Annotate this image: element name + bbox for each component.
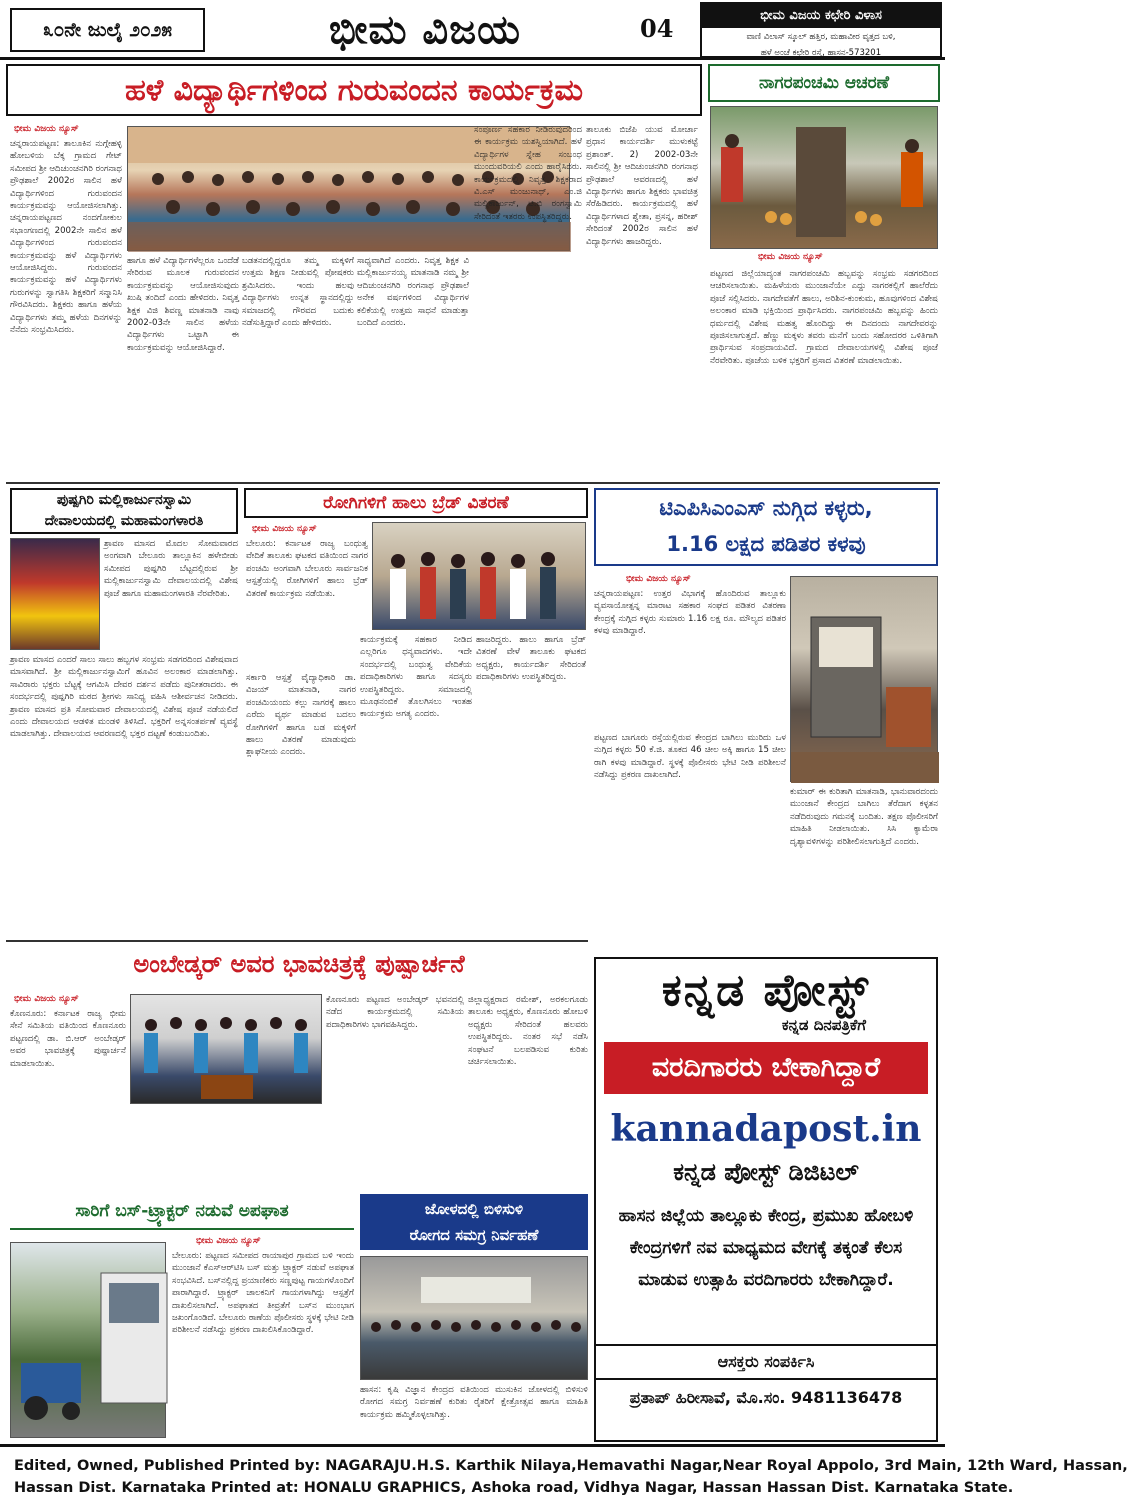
article5-byline: ಭೀಮ ವಿಜಯ ನ್ಯೂಸ್: [626, 574, 691, 584]
article1-headline: ಹಳೆ ವಿದ್ಯಾರ್ಥಿಗಳಿಂದ ಗುರುವಂದನ ಕಾರ್ಯಕ್ರಮ: [6, 64, 702, 116]
article3-text-top: ಶ್ರಾವಣ ಮಾಸದ ಮೊದಲ ಸೋಮವಾರದ ಅಂಗವಾಗಿ ಬೇಲೂರು ತಾಲ್ಲೂಕಿನ ಹಳೇಬೀಡು ಸಮೀಪದ ಪುಷ್ಪಗಿರಿ ಬೆಟ್ಟದಲ್ಲಿರುವ ಶ್ರೀ ಮಲ್ಲಿಕಾರ್ಜುನಸ್ವಾಮಿ ದೇವಾಲಯದಲ್ಲಿ ವಿಶೇಷ ಪೂಜೆ ಹಾಗೂ ಮಹಾಮಂಗಳಾರತಿ ನೆರವೇರಿತು.: [104, 539, 238, 599]
article1-col1: ಚನ್ನರಾಯಪಟ್ಟಣ: ತಾಲೂಕಿನ ನುಗ್ಗೇಹಳ್ಳಿ ಹೋಬಳಿಯ ಬೆಕ್ಕ ಗ್ರಾಮದ ಗೇಟ್ ಸಮೀಪದ ಶ್ರೀ ಆದಿಚುಂಚನಗಿರಿ ರಂಗನಾಥ ಪ್ರೌಢಶಾಲೆ 2002ರ ಸಾಲಿನ ಹಳೆ ವಿದ್ಯಾರ್ಥಿಗಳಿಂದ ಗುರುವಂದನ ಕಾರ್ಯಕ್ರಮವನ್ನು ಆಯೋಜಿಸಲಾಗಿತ್ತು. ಚನ್ನರಾಯಪಟ್ಟಣದ ನಂದಗೋಕುಲ ಸಭಾಂಗಣದಲ್ಲಿ 2002ನೇ ಸಾಲಿನ ಹಳೆ ವಿದ್ಯಾರ್ಥಿಗಳಿಂದ ಗುರುವಂದನ ಕಾರ್ಯಕ್ರಮವನ್ನು ಹಳೆ ವಿದ್ಯಾರ್ಥಿಗಳು ಆಯೋಜಿಸಿದ್ದರು. ಗುರುವಂದನ ಕಾರ್ಯಕ್ರಮವನ್ನು ಹಳೆ ವಿದ್ಯಾರ್ಥಿಗಳು ಗುರುಗಳನ್ನು ಸ್ವಾಗತಿಸಿ ಶಿಕ್ಷಕರಿಗೆ ಸನ್ಮಾನಿಸಿ ಗೌರವಿಸಿದರು. ಶಿಕ್ಷಕರು ಹಾಗೂ ಹಳೆಯ ವಿದ್ಯಾರ್ಥಿಗಳು ತಮ್ಮ ಹಳೆಯ ದಿನಗಳನ್ನು ನೆನೆದು ಸಂಭ್ರಮಿಸಿದರು.: [10, 139, 122, 336]
article5-text-bottom: ಪಟ್ಟಣದ ಬಾಗೂರು ರಸ್ತೆಯಲ್ಲಿರುವ ಕೇಂದ್ರದ ಬಾಗಿಲು ಮುರಿದು ಒಳ ನುಗ್ಗಿದ ಕಳ್ಳರು 50 ಕೆ.ಜಿ. ತೂಕದ 46 ಚೀಲ ಅಕ್ಕಿ ಹಾಗೂ 15 ಚೀಲ ರಾಗಿ ಕಳವು ಮಾಡಿದ್ದಾರೆ. ಸ್ಥಳಕ್ಕೆ ಪೊಲೀಸರು ಭೇಟಿ ನೀಡಿ ಪರಿಶೀಲನೆ ನಡೆಸಿದ್ದು ಪ್ರಕರಣ ದಾಖಲಾಗಿದೆ.: [594, 733, 786, 781]
section-divider-2: [6, 940, 588, 942]
article5-headline-line2: 1.16 ಲಕ್ಷದ ಪಡಿತರ ಕಳವು: [666, 532, 866, 556]
section-divider: [6, 482, 940, 484]
imprint-footer: [0, 1444, 1128, 1506]
article5-headline-line1: ಟಿಎಪಿಸಿಎಂಎಸ್ ನುಗ್ಗಿದ ಕಳ್ಳರು,: [659, 496, 873, 520]
ad-contact-label: ಆಸಕ್ತರು ಸಂಪರ್ಕಿಸಿ: [596, 1344, 936, 1372]
office-address-line-1: ವಾಣಿ ವಿಲಾಸ್ ಸ್ಕೂಲ್ ಹತ್ತಿರ, ಮಹಾವೀರ ವೃತ್ತದ ಬಳಿ,: [746, 32, 896, 42]
farmers-group-scene: [361, 1257, 589, 1381]
ad-body: ಹಾಸನ ಜಿಲ್ಲೆಯ ತಾಲ್ಲೂಕು ಕೇಂದ್ರ, ಪ್ರಮುಖ ಹೋಬಳಿ ಕೇಂದ್ರಗಳಿಗೆ ನವ ಮಾಧ್ಯಮದ ವೇಗಕ್ಕೆ ತಕ್ಕಂತೆ ಕೆಲಸ ಮಾಡುವ ಉತ್ಸಾಹಿ ವರದಿಗಾರರು ಬೇಕಾಗಿದ್ದಾರೆ.: [618, 1206, 914, 1290]
ad-banner: ವರದಿಗಾರರು ಬೇಕಾಗಿದ್ದಾರೆ: [604, 1042, 928, 1094]
office-title: ಭೀಮ ವಿಜಯ ಕಛೇರಿ ವಿಳಾಸ: [702, 4, 940, 28]
article6-text-mid: ಕೊಣನೂರು ಪಟ್ಟಣದ ಅಂಬೇಡ್ಕರ್ ಭವನದಲ್ಲಿ ನಡೆದ ಕಾರ್ಯಕ್ರಮದಲ್ಲಿ ಸಮಿತಿಯ ಪದಾಧಿಕಾರಿಗಳು ಭಾಗವಹಿಸಿದ್ದರು.: [326, 995, 464, 1030]
article6-photo: [130, 994, 322, 1104]
article6-byline: ಭೀಮ ವಿಜಯ ನ್ಯೂಸ್: [14, 994, 79, 1004]
article7-headline: ಸಾರಿಗೆ ಬಸ್-ಟ್ರ್ಯಾಕ್ಟರ್ ನಡುವೆ ಅಪಘಾತ: [10, 1194, 354, 1230]
ad-contact: ಪ್ರತಾಪ್ ಹಿರೀಸಾವೆ, ಮೊ.ಸಂ. 9481136478: [596, 1378, 936, 1408]
article8-headline: [360, 1194, 588, 1250]
article4-photo: [372, 522, 586, 630]
issue-date: ೩೦ನೇ ಜುಲೈ ೨೦೨೫: [10, 8, 205, 52]
article7-text: ಬೇಲೂರು: ಪಟ್ಟಣದ ಸಮೀಪದ ರಾಯಾಪುರ ಗ್ರಾಮದ ಬಳಿ ಇಂದು ಮುಂಜಾನೆ ಕೆಎಸ್ಆರ್‌ಟಿಸಿ ಬಸ್ ಮತ್ತು ಟ್ರ್ಯಾಕ್ಟರ್ ನಡುವೆ ಅಪಘಾತ ಸಂಭವಿಸಿದೆ. ಬಸ್‌ನಲ್ಲಿದ್ದ ಪ್ರಯಾಣಿಕರು ಸಣ್ಣಪುಟ್ಟ ಗಾಯಗಳೊಂದಿಗೆ ಪಾರಾಗಿದ್ದಾರೆ. ಟ್ರ್ಯಾಕ್ಟರ್ ಚಾಲಕನಿಗೆ ಗಾಯಗಳಾಗಿದ್ದು ಆಸ್ಪತ್ರೆಗೆ ದಾಖಲಿಸಲಾಗಿದೆ. ಅಪಘಾತದ ತೀವ್ರತೆಗೆ ಬಸ್‌ನ ಮುಂಭಾಗ ಜಖಂಗೊಂಡಿದೆ. ಬೇಲೂರು ಠಾಣೆಯ ಪೊಲೀಸರು ಸ್ಥಳಕ್ಕೆ ಭೇಟಿ ನೀಡಿ ಪರಿಶೀಲನೆ ನಡೆಸಿದ್ದು ಪ್ರಕರಣ ದಾಖಲಿಸಿಕೊಂಡಿದ್ದಾರೆ.: [172, 1251, 354, 1336]
article4-text-col1: ಸರ್ಕಾರಿ ಆಸ್ಪತ್ರೆ ವೈದ್ಯಾಧಿಕಾರಿ ಡಾ. ವಿಜಯ್ ಮಾತನಾಡಿ, ನಾಗರ ಪಂಚಮಿಯಂದು ಕಲ್ಲು ನಾಗರಕ್ಕೆ ಹಾಲು ಎರೆದು ವ್ಯರ್ಥ ಮಾಡುವ ಬದಲು ರೋಗಿಗಳಿಗೆ ಹಾಗೂ ಬಡ ಮಕ್ಕಳಿಗೆ ಹಾಲು ವಿತರಣೆ ಮಾಡುವುದು ಶ್ಲಾಘನೀಯ ಎಂದರು.: [246, 673, 356, 758]
article3-headline-line1: ಪುಷ್ಪಗಿರಿ ಮಲ್ಲಿಕಾರ್ಜುನಸ್ವಾಮಿ: [56, 492, 192, 508]
article2-photo: [710, 106, 938, 249]
article4-text-top: ಬೇಲೂರು: ಕರ್ನಾಟಕ ರಾಜ್ಯ ಬಂಧುತ್ವ ವೇದಿಕೆ ತಾಲೂಕು ಘಟಕದ ವತಿಯಿಂದ ನಾಗರ ಪಂಚಮಿ ಅಂಗವಾಗಿ ಬೇಲೂರು ಸಾರ್ವಜನಿಕ ಆಸ್ಪತ್ರೆಯಲ್ಲಿ ರೋಗಿಗಳಿಗೆ ಹಾಲು ಬ್ರೆಡ್ ವಿತರಣೆ ಕಾರ್ಯಕ್ರಮ ನಡೆಯಿತು.: [246, 539, 368, 599]
article3-temple-photo: [10, 538, 100, 650]
article1-col4: ಸಾಧ್ಯವಾಗಿದೆ ಎಂದರು. ನಿವೃತ್ತ ಶಿಕ್ಷಕ ವಿ ಮಲ್ಲಿಕಾರ್ಜುನಯ್ಯ ಮಾತನಾಡಿ ನಮ್ಮ ಶ್ರೀ ಆದಿಚುಂಚನಗಿರಿ ರಂಗನಾಥ ಪ್ರೌಢಶಾಲೆ ಅನೇಕ ವರ್ಷಗಳಿಂದ ವಿದ್ಯಾರ್ಥಿಗಳ ಕಲಿಕೆಯಲ್ಲಿ ಉತ್ತಮ ಸಾಧನೆ ಮಾಡುತ್ತಾ ಬಂದಿದೆ ಎಂದರು.: [357, 256, 469, 329]
article4-headline: ರೋಗಿಗಳಿಗೆ ಹಾಲು ಬ್ರೆಡ್ ವಿತರಣೆ: [244, 488, 588, 518]
article5-text-top: ಚನ್ನರಾಯಪಟ್ಟಣ: ಉತ್ತರ ವಿಭಾಗಕ್ಕೆ ಹೊಂದಿರುವ ತಾಲ್ಲೂಕು ವ್ಯವಸಾಯೋತ್ಪನ್ನ ಮಾರಾಟ ಸಹಕಾರ ಸಂಘದ ಪಡಿತರ ವಿತರಣಾ ಕೇಂದ್ರಕ್ಕೆ ನುಗ್ಗಿದ ಕಳ್ಳರು ಸುಮಾರು 1.16 ಲಕ್ಷ ರೂ. ಮೌಲ್ಯದ ಪಡಿತರ ಕಳವು ಮಾಡಿದ್ದಾರೆ.: [594, 589, 786, 637]
article8-headline-line1: ಜೋಳದಲ್ಲಿ ಬಿಳಿಸುಳಿ: [424, 1200, 524, 1218]
article1-byline: ಭೀಮ ವಿಜಯ ನ್ಯೂಸ್: [14, 124, 79, 134]
ad-title: ಕನ್ನಡ ಪೋಸ್ಟ್: [661, 965, 871, 1016]
ad-website: kannadapost.in: [610, 1108, 922, 1150]
article5-text-right: ಕುಮಾರ್ ಈ ಕುರಿತಾಗಿ ಮಾತನಾಡಿ, ಭಾನುವಾರದಂದು ಮುಂಜಾನೆ ಕೇಂದ್ರದ ಬಾಗಿಲು ತೆರೆದಾಗ ಕಳ್ಳತನ ನಡೆದಿರುವುದು ಗಮನಕ್ಕೆ ಬಂದಿತು. ತಕ್ಷಣ ಪೊಲೀಸರಿಗೆ ಮಾಹಿತಿ ನೀಡಲಾಯಿತು. ಸಿಸಿ ಕ್ಯಾಮೆರಾ ದೃಶ್ಯಾವಳಿಗಳನ್ನು ಪರಿಶೀಲಿಸಲಾಗುತ್ತಿದೆ ಎಂದರು.: [790, 787, 938, 847]
kannada-post-advertisement: [594, 957, 938, 1442]
article4-text-col2: ಕಾರ್ಯಕ್ರಮಕ್ಕೆ ಸಹಕಾರ ನೀಡಿದ ಎಲ್ಲರಿಗೂ ಧನ್ಯವಾದಗಳು. ಇದೇ ಸಂದರ್ಭದಲ್ಲಿ ಬಂಧುತ್ವ ವೇದಿಕೆಯ ಪದಾಧಿಕಾರಿಗಳು ಹಾಗೂ ಸದಸ್ಯರು ಉಪಸ್ಥಿತರಿದ್ದರು. ಸಮಾಜದಲ್ಲಿ ಮೂಢನಂಬಿಕೆ ತೊಲಗಿಸಲು ಇಂತಹ ಕಾರ್ಯಕ್ರಮ ಅಗತ್ಯ ಎಂದರು.: [360, 635, 472, 720]
article2-headline: ನಾಗರಪಂಚಮಿ ಆಚರಣೆ: [708, 64, 940, 102]
office-address-box: [700, 2, 942, 58]
ad-subtitle: ಕನ್ನಡ ದಿನಪತ್ರಿಕೆಗೆ: [781, 1016, 866, 1034]
article3-headline: [10, 488, 238, 534]
ambedkar-event-scene: [131, 995, 323, 1105]
newspaper-title: ಭೀಮ ವಿಜಯ: [329, 6, 521, 53]
article1-col2: ಹಾಗೂ ಹಳೆ ವಿದ್ಯಾರ್ಥಿಗಳೆಲ್ಲರೂ ಒಂದೆಡೆ ಸೇರಿರುವ ಮೂಲಕ ಗುರುವಂದನ ಕಾರ್ಯಕ್ರಮವನ್ನು ಆಯೋಜಿಸುವುದು ಖುಷಿ ತಂದಿದೆ ಎಂದು ಹೇಳಿದರು. ನಿವೃತ್ತ ಶಿಕ್ಷಕ ವಿಜಿ ಶಿವಣ್ಣ ಮಾತನಾಡಿ ನಾವು 2002-03ನೇ ಸಾಲಿನ ಹಳೆಯ ವಿದ್ಯಾರ್ಥಿಗಳು ಒಟ್ಟಾಗಿ ಈ ಕಾರ್ಯಕ್ರಮವನ್ನು ಆಯೋಜಿಸಿದ್ದಾರೆ.: [127, 256, 239, 353]
bus-tractor-scene: [11, 1243, 167, 1439]
article2-text: ಪಟ್ಟಣದ ಜಿಲ್ಲೆಯಾದ್ಯಂತ ನಾಗರಪಂಚಮಿ ಹಬ್ಬವನ್ನು ಸಂಭ್ರಮ ಸಡಗರದಿಂದ ಆಚರಿಸಲಾಯಿತು. ಮಹಿಳೆಯರು ಮುಂಜಾನೆಯೇ ಎದ್ದು ನಾಗರಕಲ್ಲಿಗೆ ಹಾಲೆರೆದು ಪೂಜೆ ಸಲ್ಲಿಸಿದರು. ನಾಗದೇವತೆಗೆ ಹಾಲು, ಅರಿಶಿನ-ಕುಂಕುಮ, ಹೂವುಗಳಿಂದ ವಿಶೇಷ ಅಲಂಕಾರ ಮಾಡಿ ಭಕ್ತಿಯಿಂದ ಪ್ರಾರ್ಥಿಸಿದರು. ನಾಗರಪಂಚಮಿ ಹಬ್ಬವನ್ನು ಹಿಂದು ಧರ್ಮದಲ್ಲಿ ವಿಶೇಷ ಮಹತ್ವ ಹೊಂದಿದ್ದು ಈ ದಿನದಂದು ನಾಗದೇವರನ್ನು ಪೂಜಿಸಲಾಗುತ್ತದೆ. ಹೆಣ್ಣು ಮಕ್ಕಳು ತವರು ಮನೆಗೆ ಬಂದು ಸಹೋದರರ ಒಳಿತಿಗಾಗಿ ಪ್ರಾರ್ಥಿಸುವ ಸಂಪ್ರದಾಯವಿದೆ. ಗ್ರಾಮದ ದೇವಾಲಯಗಳಲ್ಲಿ ವಿಶೇಷ ಪೂಜೆ ನೆರವೇರಿತು. ಪೂಜೆಯ ಬಳಿಕ ಭಕ್ತರಿಗೆ ಪ್ರಸಾದ ವಿತರಣೆ ಮಾಡಲಾಯಿತು.: [710, 269, 938, 366]
page-number: 04: [640, 14, 674, 43]
article5-store-photo: [790, 576, 938, 782]
article3-headline-line2: ದೇವಾಲಯದಲ್ಲಿ ಮಹಾಮಂಗಳಾರತಿ: [44, 513, 204, 529]
article1-col5: ಸಂಪೂರ್ಣ ಸಹಕಾರ ನೀಡಿರುವುದರಿಂದ ಈ ಕಾರ್ಯಕ್ರಮ ಯಶಸ್ವಿಯಾಗಿದೆ. ಹಳೆ ವಿದ್ಯಾರ್ಥಿಗಳ ಸ್ನೇಹ ಸಂಬಂಧ ಮುಂದುವರಿಯಲಿ ಎಂದು ಹಾರೈಸಿದರು. ಕಾರ್ಯಕ್ರಮದಲ್ಲಿ ನಿವೃತ್ತ ಶಿಕ್ಷಕರಾದ ವಿ.ಎಸ್ ಮಂಜುನಾಥ್, ಎಂ.ಜಿ ಮಲ್ಲಿಕಾರ್ಜುನ್, ಟಿ.ಬಿ ರಂಗಸ್ವಾಮಿ ಸೇರಿದಂತೆ ಇತರರು ಉಪಸ್ಥಿತರಿದ್ದರು.: [474, 125, 582, 222]
article6-text-right: ಜಿಲ್ಲಾಧ್ಯಕ್ಷರಾದ ರಮೇಶ್, ಅರಕಲಗೂಡು ತಾಲೂಕು ಅಧ್ಯಕ್ಷರು, ಕೊಣನೂರು ಹೋಬಳಿ ಅಧ್ಯಕ್ಷರು ಸೇರಿದಂತೆ ಹಲವರು ಉಪಸ್ಥಿತರಿದ್ದರು. ನಂತರ ಸಭೆ ನಡೆಸಿ ಸಂಘಟನೆ ಬಲಪಡಿಸುವ ಕುರಿತು ಚರ್ಚಿಸಲಾಯಿತು.: [468, 995, 588, 1068]
nagarapanchami-scene: [711, 107, 939, 250]
article6-headline: ಅಂಬೇಡ್ಕರ್ ಅವರ ಭಾವಚಿತ್ರಕ್ಕೆ ಪುಷ್ಪಾರ್ಚನೆ: [133, 950, 465, 978]
article5-headline: [594, 488, 938, 566]
office-address-line-2: ಹಳೆ ಅಂಚೆ ಕಛೇರಿ ರಸ್ತೆ, ಹಾಸನ-573201: [760, 48, 882, 58]
article7-byline: ಭೀಮ ವಿಜಯ ನ್ಯೂಸ್: [196, 1236, 261, 1246]
milk-distribution-scene: [373, 523, 587, 631]
article7-accident-photo: [10, 1242, 166, 1438]
article8-headline-line2: ರೋಗದ ಸಮಗ್ರ ನಿರ್ವಹಣೆ: [409, 1226, 539, 1244]
article8-text: ಹಾಸನ: ಕೃಷಿ ವಿಜ್ಞಾನ ಕೇಂದ್ರದ ವತಿಯಿಂದ ಮುಸುಕಿನ ಜೋಳದಲ್ಲಿ ಬಿಳಿಸುಳಿ ರೋಗದ ಸಮಗ್ರ ನಿರ್ವಹಣೆ ಕುರಿತು ರೈತರಿಗೆ ಕ್ಷೇತ್ರೋತ್ಸವ ಹಾಗೂ ಮಾಹಿತಿ ಕಾರ್ಯಕ್ರಮ ಹಮ್ಮಿಕೊಳ್ಳಲಾಗಿತ್ತು.: [360, 1385, 588, 1420]
article1-col6: ತಾಲೂಕು ಬಿಜೆಪಿ ಯುವ ಮೋರ್ಚಾ ಪ್ರಧಾನ ಕಾರ್ಯದರ್ಶಿ ಮುಳುಕಟ್ಟೆ ಪ್ರಶಾಂತ್. 2) 2002-03ನೇ ಸಾಲಿನಲ್ಲಿ ಶ್ರೀ ಆದಿಚುಂಚನಗಿರಿ ರಂಗನಾಥ ಪ್ರೌಢಶಾಲೆ ಆವರಣದಲ್ಲಿ ಹಳೆ ವಿದ್ಯಾರ್ಥಿಗಳು ಹಾಗೂ ಶಿಕ್ಷಕರು ಭಾವಚಿತ್ರ ಸೆರೆಹಿಡಿದರು. ಕಾರ್ಯಕ್ರಮದಲ್ಲಿ ಹಳೆ ವಿದ್ಯಾರ್ಥಿಗಳಾದ ಶ್ವೇತಾ, ಪ್ರಸನ್ನ, ಹರೀಶ್ ಸೇರಿದಂತೆ 2002ರ ಸಾಲಿನ ಹಳೆ ವಿದ್ಯಾರ್ಥಿಗಳು ಹಾಜರಿದ್ದರು.: [586, 125, 698, 247]
article3-text-bottom: ಶ್ರಾವಣ ಮಾಸದ ಎಂದರೆ ಸಾಲು ಸಾಲು ಹಬ್ಬಗಳ ಸಂಭ್ರಮ ಸಡಗರದಿಂದ ವಿಶೇಷವಾದ ಮಾಸವಾಗಿದೆ. ಶ್ರೀ ಮಲ್ಲಿಕಾರ್ಜುನಸ್ವಾಮಿಗೆ ಹೂವಿನ ಅಲಂಕಾರ ಮಾಡಲಾಗಿತ್ತು. ಸಾವಿರಾರು ಭಕ್ತರು ಬೆಟ್ಟಕ್ಕೆ ಆಗಮಿಸಿ ದೇವರ ದರ್ಶನ ಪಡೆದು ಪುನೀತರಾದರು. ಈ ಸಂದರ್ಭದಲ್ಲಿ ಪುಷ್ಪಗಿರಿ ಮಠದ ಶ್ರೀಗಳು ಸಾನಿಧ್ಯ ವಹಿಸಿ ಆಶೀರ್ವಚನ ನೀಡಿದರು. ಶ್ರಾವಣ ಮಾಸದ ಪ್ರತಿ ಸೋಮವಾರ ದೇವಾಲಯದಲ್ಲಿ ವಿಶೇಷ ಪೂಜೆ ನಡೆಯಲಿದೆ ಎಂದು ದೇವಾಲಯದ ಆಡಳಿತ ಮಂಡಳಿ ತಿಳಿಸಿದೆ. ಭಕ್ತರಿಗೆ ಅನ್ನಸಂತರ್ಪಣೆ ವ್ಯವಸ್ಥೆ ಮಾಡಲಾಗಿತ್ತು. ದೇವಾಲಯದ ಆವರಣದಲ್ಲಿ ಭಕ್ತರ ದಟ್ಟಣೆ ಕಂಡುಬಂದಿತು.: [10, 655, 238, 740]
imprint-line-2: Hassan Dist. Karnataka Printed at: HONALU GRAPHICS, Ashoka road, Vidhya Nagar, Hassan Hassan Dist. Karnataka State.: [14, 1480, 1014, 1496]
article6-text-left: ಕೊಣನೂರು: ಕರ್ನಾಟಕ ರಾಜ್ಯ ಭೀಮ ಸೇನೆ ಸಮಿತಿಯ ವತಿಯಿಂದ ಕೊಣನೂರು ಪಟ್ಟಣದಲ್ಲಿ ಡಾ. ಬಿ.ಆರ್ ಅಂಬೇಡ್ಕರ್ ಅವರ ಭಾವಚಿತ್ರಕ್ಕೆ ಪುಷ್ಪಾರ್ಚನೆ ಮಾಡಲಾಯಿತು.: [10, 1009, 126, 1069]
broken-cabinet-scene: [791, 577, 939, 783]
article4-text-col3: ಹಾಜರಿದ್ದರು. ಹಾಲು ಹಾಗೂ ಬ್ರೆಡ್ ವಿತರಣೆ ವೇಳೆ ತಾಲೂಕು ಘಟಕದ ಅಧ್ಯಕ್ಷರು, ಕಾರ್ಯದರ್ಶಿ ಸೇರಿದಂತೆ ಪದಾಧಿಕಾರಿಗಳು ಉಪಸ್ಥಿತರಿದ್ದರು.: [476, 635, 586, 683]
article8-group-photo: [360, 1256, 588, 1380]
article4-byline: ಭೀಮ ವಿಜಯ ನ್ಯೂಸ್: [252, 524, 317, 534]
ad-digital: ಕನ್ನಡ ಪೋಸ್ಟ್ ಡಿಜಿಟಲ್: [673, 1158, 859, 1186]
imprint-line-1: Edited, Owned, Published Printed by: NAGARAJU.H.S. Karthik Nilaya,Hemavathi Nagar,Near Royal Appolo, 3rd Main, 12th Ward, Hassan,: [14, 1458, 1128, 1474]
article1-col3: ಬಡತನದಲ್ಲಿದ್ದರೂ ತಮ್ಮ ಮಕ್ಕಳಿಗೆ ಉತ್ತಮ ಶಿಕ್ಷಣ ನೀಡುವಲ್ಲಿ ಪೋಷಕರು ಶ್ರಮಿಸಿದರು. ಇಂದು ಹಲವು ವಿದ್ಯಾರ್ಥಿಗಳು ಉನ್ನತ ಸ್ಥಾನದಲ್ಲಿದ್ದು ಸಮಾಜದಲ್ಲಿ ಗೌರವದ ಬದುಕು ನಡೆಸುತ್ತಿದ್ದಾರೆ ಎಂದು ಹೇಳಿದರು.: [242, 256, 354, 329]
article2-byline: ಭೀಮ ವಿಜಯ ನ್ಯೂಸ್: [758, 252, 823, 262]
